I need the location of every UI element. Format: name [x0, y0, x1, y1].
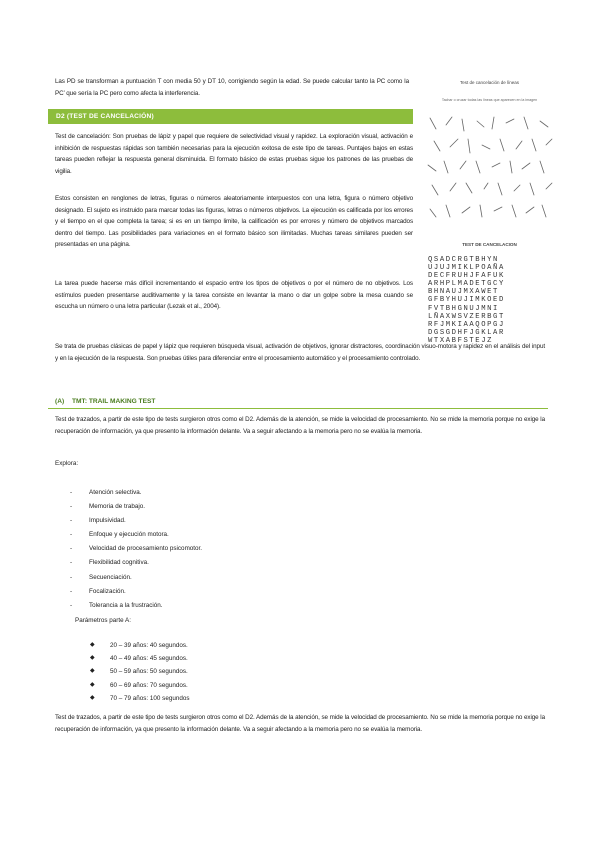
list-item: - Impulsividad.	[70, 517, 126, 525]
grid-row: GFBYHUJIMKOED	[428, 296, 505, 305]
diamond-bullet-icon: ◆	[90, 655, 95, 662]
figure-title: Test de cancelación de líneas	[459, 80, 520, 85]
intro-paragraph: Las PD se transforman a puntuación T con media 50 y DT 10, corrigiendo según la edad. Se puede calcular tanto la PC como la PC’ que sería la PC pero como afecta la interferencia.	[55, 78, 409, 97]
d2-paragraph-3: La tarea puede hacerse más difícil incrementando el espacio entre los tipos de objetivos o por el número de no objetivos. Los estímulos pueden presentarse auditivamente y la tarea consiste en levantar la mano o dar un golpe sobre la mesa cuando se escucha un número o una letra particular (Lezak et al., 2004).	[55, 280, 413, 310]
explora-list	[70, 486, 370, 613]
grid-row: DGSGDHFJGKLAR	[428, 328, 505, 337]
grid-row: RFJMKIAAQOPGJ	[428, 320, 505, 329]
tmt-section-title: TMT: TRAIL MAKING TEST	[72, 398, 156, 405]
list-item: - Tolerancia a la frustración.	[70, 601, 163, 609]
grid-row: BHNAUJMXAWET	[428, 288, 499, 297]
list-item: - Flexibilidad cognitiva.	[70, 559, 149, 567]
list-item: - Focalización.	[70, 587, 126, 595]
params-list	[90, 639, 390, 705]
explora-label: Explora:	[55, 460, 79, 467]
d2-section-banner: D2 (TEST DE CANCELACIÓN)	[48, 109, 413, 124]
list-item: - Enfoque y ejecución motora.	[70, 531, 169, 539]
list-item: - Atención selectiva.	[70, 489, 142, 496]
tmt-paragraph: Test de trazados, a partir de este tipo de tests surgieron otros como el D2. Además de la atención, se mide la velocidad de procesamiento. No se mide la memoria porque no exige la recuperación de información, ya que presento la información delante. Va a seguir afectando a la memoria pero no se evalúa la memoria.	[55, 416, 545, 435]
list-item: ◆ 40 – 49 años: 45 segundos.	[90, 652, 390, 665]
d2-paragraph-4: Se trata de pruebas clásicas de papel y lápiz que requieren búsqueda visual, activación de objetivos, ignorar distractores, coordinación visuo-motora y rapidez en el análisis del input y en la ejecución de la respuesta. Son pruebas útiles para diferenciar entre el procesamiento automático y el procesamiento controlado.	[55, 343, 545, 362]
list-item: - Memoria de trabajo.	[70, 503, 145, 511]
tmt-paragraph-repeat: Test de trazados, a partir de este tipo de tests surgieron otros como el D2. Además de la atención, se mide la velocidad de procesamiento. No se mide la memoria porque no exige la recuperación de información, ya que presento la información delante. Va a seguir afectando a la memoria pero no se evalúa la memoria.	[55, 714, 545, 733]
grid-title: TEST DE CANCELACION	[462, 242, 517, 247]
diamond-bullet-icon: ◆	[90, 668, 95, 675]
list-item: ◆ 20 – 39 años: 40 segundos.	[90, 639, 390, 652]
list-item: - Velocidad de procesamiento psicomotor.	[70, 545, 203, 553]
grid-row: LÑAXWSVZERBGT	[428, 312, 505, 321]
diamond-bullet-icon: ◆	[90, 681, 95, 688]
grid-row: ARHPLMADETGCY	[428, 280, 505, 289]
tmt-section-heading	[48, 396, 548, 409]
letter-grid	[428, 256, 558, 345]
grid-row: FVTBHGNUJMNI	[428, 304, 499, 313]
grid-row: WTXABFSTEJZ	[428, 336, 494, 345]
list-item: ◆ 70 – 79 años: 100 segundos	[90, 692, 390, 705]
grid-row: QSADCRGTBHYN	[428, 256, 499, 264]
figure-subtitle: Tachar o cruzar todas las líneas que aparecen en la imagen	[441, 98, 538, 102]
list-item: - Secuenciación.	[70, 573, 132, 581]
diamond-bullet-icon: ◆	[90, 642, 95, 648]
diamond-bullet-icon: ◆	[90, 694, 95, 701]
params-label: Parámetros parte A:	[75, 617, 131, 624]
tmt-section-label: (A)	[55, 398, 65, 405]
d2-paragraph-2: Estos consisten en renglones de letras, figuras o números aleatoriamente interpuestos con una letra, figura o número objetivo designado. El sujeto es instruido para marcar todas las figuras, letras o números objetivos. La ejecución es calificada por los errores y el tiempo en el que completa la tarea; si es en un tiempo limite, la calificación es por errores y número de objetivos marcados dentro del tiempo. Las posibilidades para variaciones en el formato básico son ilimitadas. Muchas tareas similares pueden ser presentadas en una página.	[55, 195, 413, 248]
list-item: ◆ 60 – 69 años: 70 segundos.	[90, 679, 390, 692]
list-item: ◆ 50 – 59 años: 50 segundos.	[90, 665, 390, 678]
line-cancellation-figure	[422, 113, 557, 233]
cancellation-test-figure	[422, 68, 557, 363]
grid-row: DECFRUHJFAFUK	[428, 272, 505, 281]
d2-paragraph-1: Test de cancelación: Son pruebas de lápiz y papel que requiere de selectividad visual y rapidez. La exploración visual, activación e inhibición de respuestas rápidas son también necesarias para la ejecución exitosa de este tipo de tareas. Puntajes bajos en estas tareas pueden reflejar la respuesta general disminuida. El formato básico de estas pruebas sigue los patrones de las pruebas de vigilia.	[55, 133, 413, 175]
grid-row: UJUJMIKLPOAÑA	[428, 264, 505, 273]
